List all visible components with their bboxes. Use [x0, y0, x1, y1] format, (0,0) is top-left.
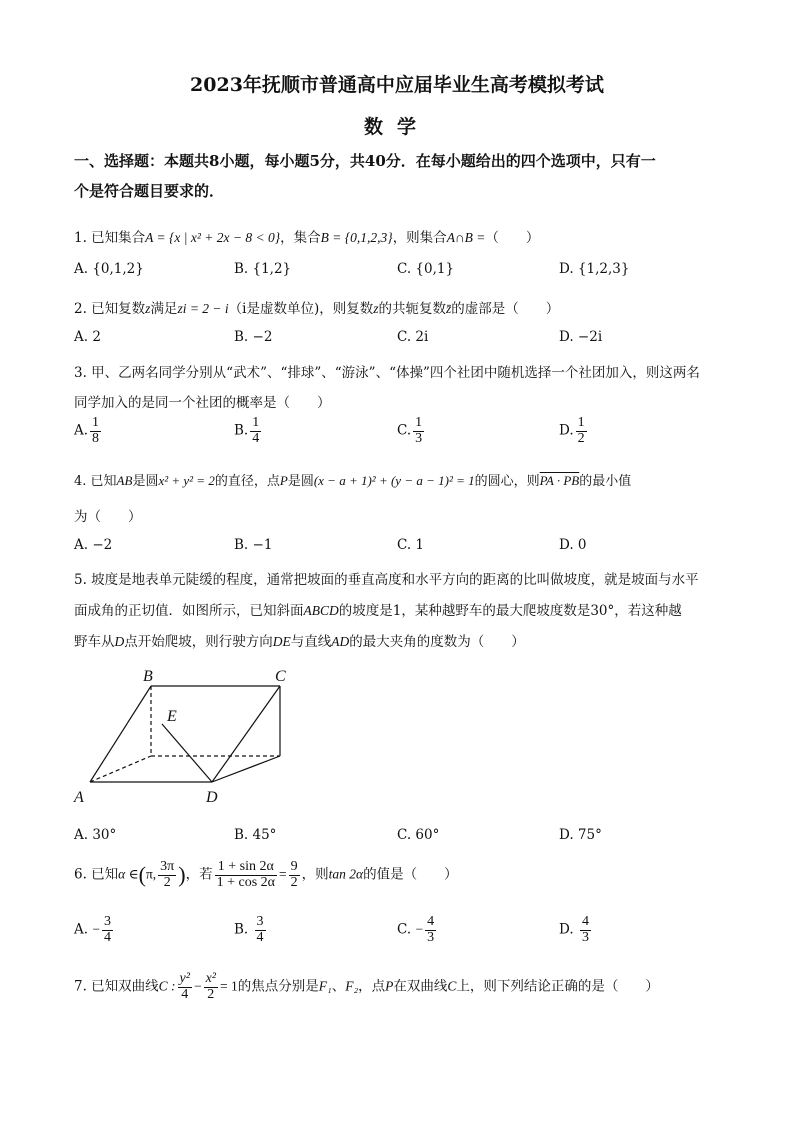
q4-option-b: B. −1: [234, 537, 273, 553]
q3-option-c: [397, 416, 426, 446]
q5-abcd: ABCD: [303, 603, 339, 618]
q2-text4: 的共轭复数: [378, 301, 447, 317]
q5-option-d: D. 75°: [559, 827, 602, 843]
q2-z: z: [145, 301, 151, 316]
q7-prefix: 7. 已知双曲线: [74, 978, 159, 995]
label-b: B: [143, 668, 153, 685]
question-2: [74, 297, 559, 317]
q3-option-b-numerator: 1: [252, 415, 260, 430]
q6-option-b-label: B.: [234, 921, 249, 938]
q5-ad: AD: [331, 634, 350, 649]
q6-ruo: ，若: [185, 866, 213, 883]
q1-blank: （ ）: [485, 230, 540, 246]
q4-point-p: P: [279, 473, 288, 488]
q4-dot-product: PA · PB: [539, 473, 580, 488]
q6-prefix: 6. 已知: [74, 866, 119, 883]
q7-c2: C: [447, 978, 457, 994]
q6-option-d-label: D.: [559, 921, 574, 938]
question-7: [74, 972, 659, 1002]
q5-option-b: B. 45°: [234, 827, 277, 843]
edge-a-base-hidden: [90, 756, 151, 782]
q6-option-a-numerator: 3: [103, 914, 111, 929]
q6-option-c-sign: −: [415, 921, 424, 937]
question-1: [74, 226, 539, 246]
q7-frac1-den: 4: [181, 986, 189, 1002]
q7-minus: −: [193, 978, 202, 994]
edge-dc: [212, 686, 280, 782]
question-5-line3: [74, 630, 525, 650]
q6-option-b-numerator: 3: [256, 914, 264, 929]
q5-option-c: C. 60°: [397, 827, 440, 843]
q7-c: C :: [158, 978, 176, 994]
q1-expr: A∩B =: [446, 230, 486, 245]
question-5-line1: 5. 坡度是地表单元陡缓的程度，通常把坡面的垂直高度和水平方向的距离的比叫做坡度，就是坡面与水平: [74, 572, 699, 588]
q7-sep: 、: [331, 978, 346, 995]
q2-zbar: z̄: [446, 301, 452, 316]
q3-option-a-label: A.: [74, 422, 89, 439]
q1-option-c: C. {0,1}: [397, 261, 455, 277]
q3-option-d-label: D.: [559, 422, 574, 439]
q2-option-b: B. −2: [234, 329, 273, 345]
q6-denominator: 1 + cos 2α: [216, 874, 275, 890]
q4-option-d: D. 0: [559, 537, 587, 553]
q2-text1: 2. 已知复数: [74, 301, 146, 317]
q7-point-p: P: [385, 978, 394, 994]
q6-interval-right: ): [178, 862, 186, 888]
section-heading-line2: 个是符合题目要求的．: [74, 182, 225, 200]
subject-heading: 数学: [363, 116, 430, 138]
question-4-line2: 为（ ）: [74, 509, 142, 525]
edge-de: [162, 724, 212, 782]
q5-option-a: A. 30°: [74, 827, 117, 843]
q5-text-3d: 的最大夹角的度数为（ ）: [349, 634, 525, 650]
q6-option-c-numerator: 4: [427, 914, 435, 929]
q1-option-d: D. {1,2,3}: [559, 261, 630, 277]
q3-option-c-denominator: 3: [415, 430, 423, 446]
q2-text2: 满足: [150, 301, 178, 317]
q5-text-3b: 点开始爬坡，则行驶方向: [124, 634, 273, 650]
label-d: D: [206, 789, 218, 806]
q1-mid: ，集合: [280, 230, 321, 246]
q7-text3: 在双曲线: [393, 978, 448, 995]
q2-z2: z: [373, 301, 379, 316]
q2-option-d: D. −2i: [559, 329, 603, 345]
q4-text-f: 的最小值: [579, 474, 632, 489]
q5-text-2a: 面成角的正切值．如图所示，已知斜面: [74, 603, 304, 619]
q6-tail2: 的值是（ ）: [363, 866, 458, 883]
q3-option-c-label: C.: [397, 422, 412, 439]
q1-tail: ，则集合: [392, 230, 447, 246]
q6-option-a-denominator: 4: [103, 929, 111, 945]
q3-option-c-numerator: 1: [415, 415, 423, 430]
q2-text3: （i是虚数单位)，则复数: [228, 301, 374, 317]
q6-equals: =: [278, 866, 287, 882]
q6-numerator: 1 + sin 2α: [215, 860, 277, 876]
q4-text-e: 的圆心，则: [474, 474, 540, 489]
q1-prefix: 1. 已知集合: [74, 230, 146, 246]
q7-f2: F₂: [345, 978, 359, 994]
q6-option-c-label: C.: [397, 921, 412, 938]
q3-option-d-numerator: 1: [577, 415, 585, 430]
q7-text1: 的焦点分别是: [237, 978, 319, 995]
q4-circle1: x² + y² = 2: [158, 473, 215, 488]
question-3-line1: 3. 甲、乙两名同学分别从“武术”、“排球”、“游泳”、“体操”四个社团中随机选择一个社团加入，则这两名: [74, 365, 700, 381]
q1-set-b: B = {0,1,2,3}: [320, 230, 393, 245]
q7-equals-one: = 1: [220, 978, 238, 994]
q4-circle2: (x − a + 1)² + (y − a − 1)² = 1: [313, 473, 475, 488]
q6-rhs-den: 2: [290, 874, 298, 890]
q4-text-c: 的直径，点: [214, 474, 280, 489]
q7-frac1-num: y²: [179, 971, 190, 986]
question-4-line1: [74, 470, 631, 489]
q6-option-b: [234, 915, 268, 945]
q3-option-a-denominator: 8: [92, 430, 100, 446]
q6-option-d-numerator: 4: [581, 914, 589, 929]
q3-option-a-numerator: 1: [92, 415, 100, 430]
q6-alpha: α ∈: [118, 866, 139, 882]
q6-tan: tan 2α: [328, 866, 364, 882]
q6-rhs-num: 9: [290, 859, 298, 874]
q4-option-a: A. −2: [74, 537, 113, 553]
q3-option-d: [559, 416, 589, 446]
q6-option-d: [559, 915, 593, 945]
q6-option-b-denominator: 4: [256, 929, 264, 945]
q3-option-b-label: B.: [234, 422, 249, 439]
q3-option-a: [74, 416, 103, 446]
q6-option-a-label: A.: [74, 921, 89, 938]
q6-interval-num: 3π: [160, 859, 175, 874]
q2-option-c: C. 2i: [397, 329, 429, 345]
label-a: A: [74, 789, 84, 806]
question-6: 6. 已知α ∈(π, $\frac{3\pi}{2}$ )，若 $\frac{1 + \sin 2\alpha}{1 + \cos 2\alpha}$ = $\frac{9}{2}$ ，则tan 2α的值是（ ）: [74, 859, 458, 890]
q7-frac2-den: 2: [207, 986, 215, 1002]
q4-option-c: C. 1: [397, 537, 425, 553]
q5-de: DE: [272, 634, 291, 649]
slope-figure: [60, 660, 320, 810]
q7-f1: F₁: [318, 978, 332, 994]
q2-text5: 的虚部是（ ）: [451, 301, 560, 317]
q4-text-a: 4. 已知: [74, 474, 117, 489]
q6-option-a: [74, 915, 115, 945]
q5-text-3a: 野车从: [74, 634, 115, 650]
q5-text-2b: 的坡度是1，某种越野车的最大爬坡度数是30°，若这种越: [338, 603, 682, 619]
q7-frac2-num: x²: [205, 971, 217, 986]
question-5-line2: [74, 599, 682, 619]
q3-option-d-denominator: 2: [577, 430, 585, 446]
page-title: 2023年抚顺市普通高中应届毕业生高考模拟考试: [190, 74, 604, 96]
edge-ab: [90, 686, 151, 782]
edge-d-base: [212, 756, 280, 782]
q7-text2: ，点: [358, 978, 386, 995]
q1-set-a: A = {x | x² + 2x − 8 < 0}: [145, 230, 281, 245]
q4-text-d: 是圆: [287, 474, 314, 489]
q4-ab: AB: [116, 473, 133, 488]
q6-option-c: [397, 915, 438, 945]
q6-option-d-denominator: 3: [581, 929, 589, 945]
q7-text4: 上，则下列结论正确的是（ ）: [456, 978, 659, 995]
q1-option-a: A. {0,1,2}: [74, 261, 144, 277]
q6-interval-den: 2: [163, 874, 171, 890]
q6-option-c-denominator: 3: [427, 929, 435, 945]
q1-option-b: B. {1,2}: [234, 261, 292, 277]
q4-text-b: 是圆: [132, 474, 159, 489]
q2-option-a: A. 2: [74, 329, 101, 345]
q3-option-b: [234, 416, 263, 446]
section-heading-line1: 一、选择题：本题共8小题，每小题5分，共40分．在每小题给出的四个选项中，只有一: [74, 152, 656, 170]
label-c: C: [275, 668, 286, 685]
q2-equation: zi = 2 − i: [177, 301, 229, 316]
q3-option-b-denominator: 4: [252, 430, 260, 446]
q5-text-3c: 与直线: [290, 634, 332, 650]
label-e: E: [167, 708, 177, 725]
q6-option-a-sign: −: [92, 921, 100, 937]
q6-tail1: ，则: [301, 866, 329, 883]
q5-point-d: D: [114, 634, 125, 649]
question-3-line2: 同学加入的是同一个社团的概率是（ ）: [74, 395, 331, 411]
